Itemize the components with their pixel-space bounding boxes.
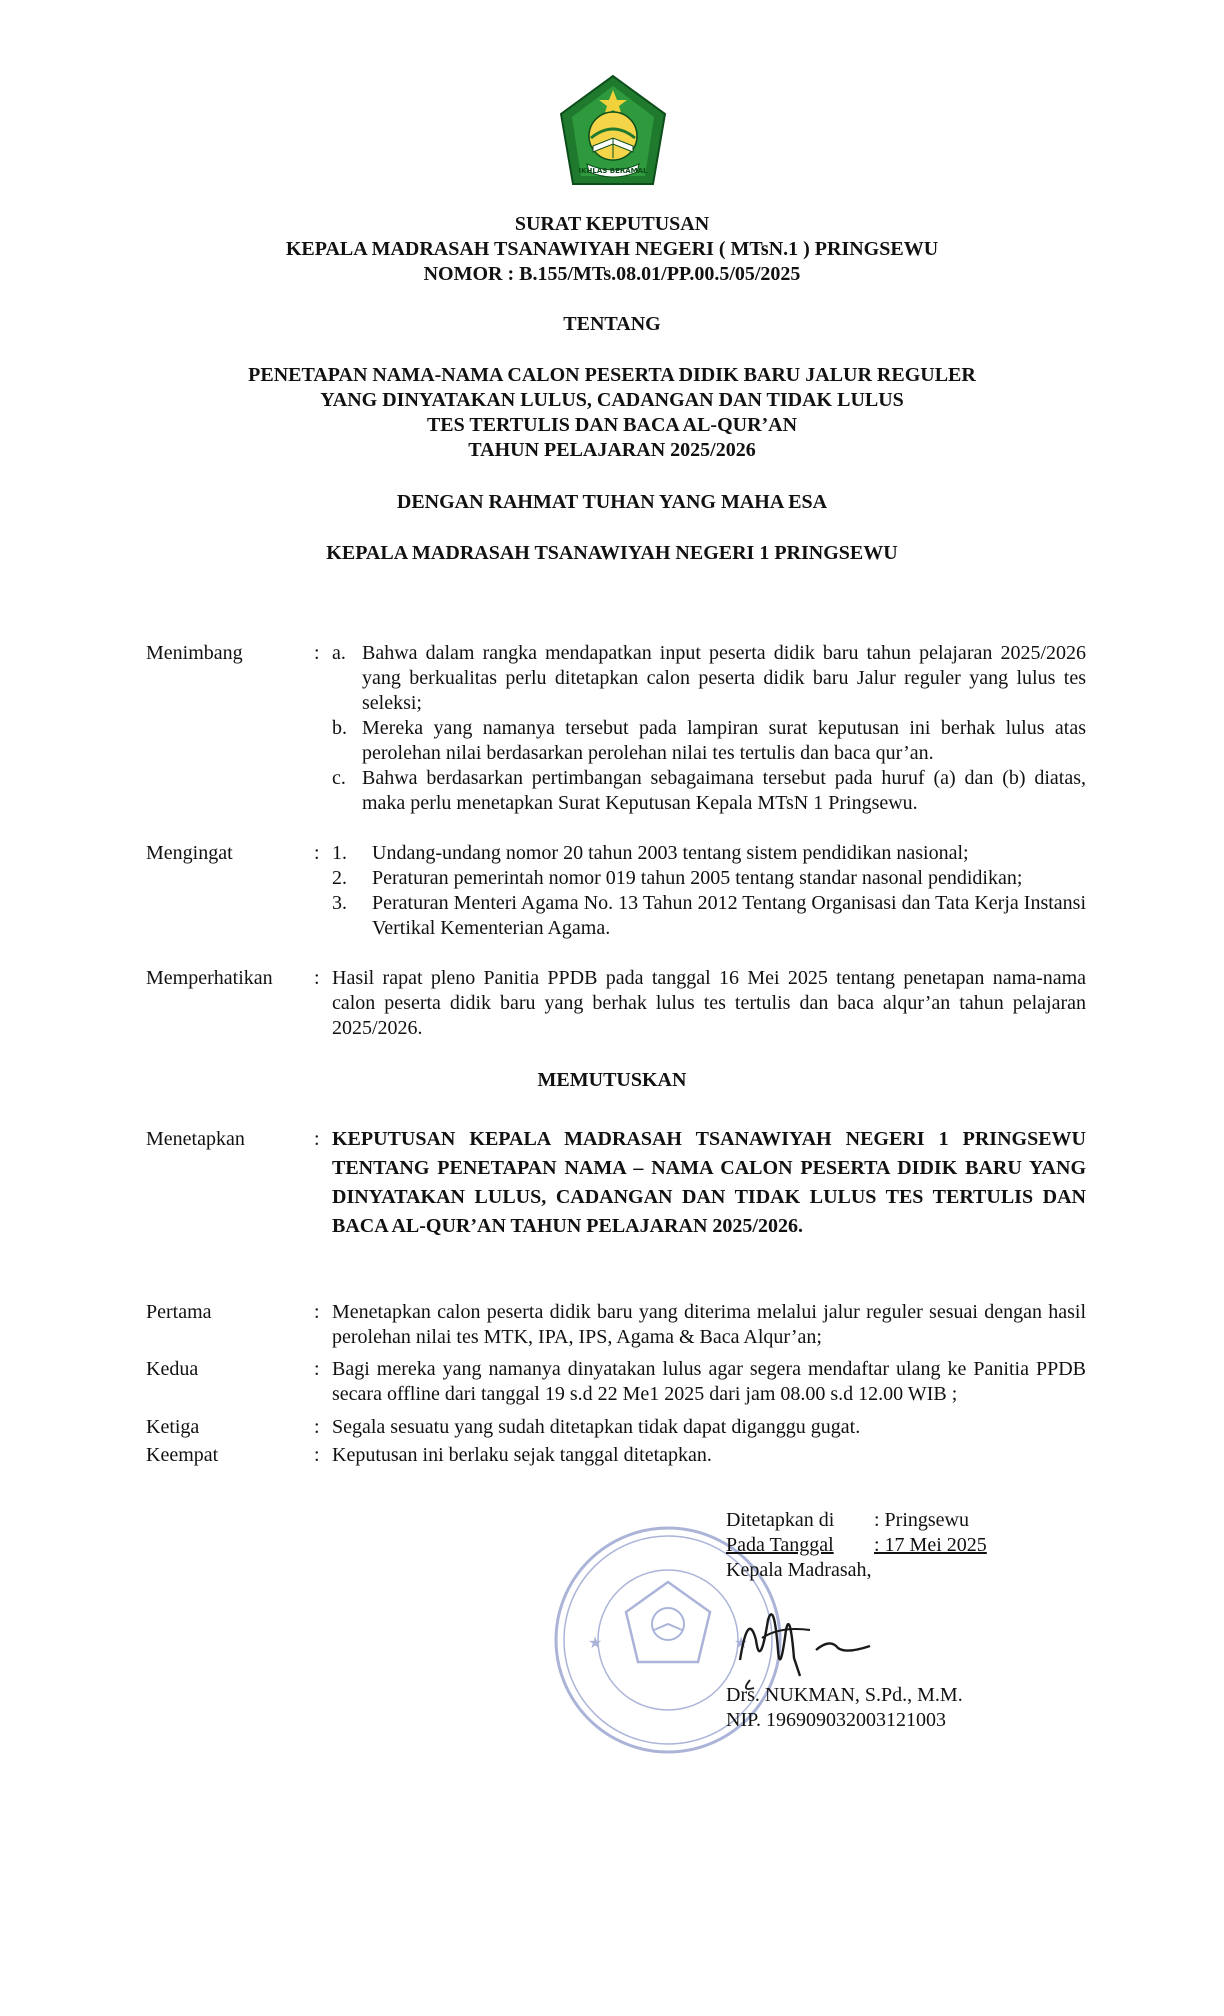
section-mengingat: [146, 841, 1086, 941]
memperhatikan-text: Hasil rapat pleno Panitia PPDB pada tanggal 16 Mei 2025 tentang penetapan nama-nama calon peserta didik baru yang berhak lulus tes tertulis dan baca alqur’an tahun pelajaran 2025/2026.: [332, 967, 1086, 1039]
kedua-colon: :: [314, 1358, 320, 1380]
keempat-text: Keputusan ini berlaku sejak tanggal ditetapkan.: [332, 1444, 712, 1466]
section-menimbang: [146, 641, 1086, 816]
keempat-label: Keempat: [146, 1444, 219, 1466]
header-subject: [0, 363, 1224, 463]
memutuskan-heading: MEMUTUSKAN: [537, 1069, 687, 1091]
sign-place-row: [726, 1508, 987, 1533]
section-menetapkan: [146, 1125, 1086, 1241]
mengingat-label: Mengingat: [146, 842, 233, 864]
pertama-colon: :: [314, 1301, 320, 1323]
header-issuer: KEPALA MADRASAH TSANAWIYAH NEGERI ( MTsN.1 ) PRINGSEWU: [285, 238, 939, 260]
mengingat-colon: :: [314, 842, 320, 864]
mengingat-item-2: 2. Peraturan pemerintah nomor 019 tahun 2005 tentang standar nasonal pendidikan;: [332, 867, 1023, 889]
sign-date-label: Pada Tanggal: [726, 1534, 834, 1556]
menimbang-label: Menimbang: [146, 642, 243, 664]
logo-motto: IKHLAS BERAMAL: [578, 167, 648, 175]
sign-place-value: : Pringsewu: [874, 1509, 969, 1531]
header-tentang: TENTANG: [563, 313, 661, 335]
ketiga-label: Ketiga: [146, 1416, 200, 1438]
sign-date-value: : 17 Mei 2025: [874, 1534, 987, 1556]
mengingat-item-3: 3. Peraturan Menteri Agama No. 13 Tahun 2012 Tentang Organisasi dan Tata Kerja Instansi Vertikal Kementerian Agama.: [332, 892, 1086, 939]
section-pertama: [146, 1300, 1086, 1350]
document-header: [0, 212, 1224, 287]
header-title: SURAT KEPUTUSAN: [514, 213, 710, 235]
menimbang-item-c: c. Bahwa berdasarkan pertimbangan sebagaimana tersebut pada huruf (a) dan (b) diatas, maka perlu menetapkan Surat Keputusan Kepala MTsN 1 Pringsewu.: [332, 767, 1086, 814]
ketiga-text: Segala sesuatu yang sudah ditetapkan tidak dapat diganggu gugat.: [332, 1416, 861, 1438]
svg-text:★: ★: [734, 1633, 749, 1652]
pertama-text: Menetapkan calon peserta didik baru yang diterima melalui jalur reguler sesuai dengan hasil perolehan nilai tes MTK, IPA, IPS, Agama & Baca Alqur’an;: [332, 1301, 1086, 1348]
kemenag-logo-icon: [553, 72, 673, 194]
subject-line-4: TAHUN PELAJARAN 2025/2026: [468, 439, 756, 461]
signer-nip: NIP. 196909032003121003: [726, 1709, 947, 1731]
kedua-label: Kedua: [146, 1358, 199, 1380]
section-keempat: [146, 1443, 1086, 1468]
sign-place-label: Ditetapkan di: [726, 1509, 835, 1531]
kedua-text: Bagi mereka yang namanya dinyatakan lulus agar segera mendaftar ulang ke Panitia PPDB secara offline dari tanggal 19 s.d 22 Me1 2025 dari jam 08.00 s.d 12.00 WIB ;: [332, 1358, 1086, 1405]
mengingat-item-1: 1. Undang-undang nomor 20 tahun 2003 tentang sistem pendidikan nasional;: [332, 842, 969, 864]
signature-block: [726, 1508, 987, 1733]
keempat-colon: :: [314, 1444, 320, 1466]
menimbang-item-b: b. Mereka yang namanya tersebut pada lampiran surat keputusan ini berhak lulus atas perolehan nilai berdasarkan perolehan nilai tes tertulis dan baca qur’an.: [332, 717, 1086, 764]
menimbang-colon: :: [314, 642, 320, 664]
section-memperhatikan: [146, 966, 1086, 1041]
sign-date-row: [726, 1533, 987, 1558]
signer-name: Drs. NUKMAN, S.Pd., M.M.: [726, 1684, 963, 1706]
svg-text:★: ★: [588, 1633, 603, 1652]
subject-line-3: TES TERTULIS DAN BACA AL-QUR’AN: [426, 414, 798, 436]
section-kedua: [146, 1357, 1086, 1407]
ketiga-colon: :: [314, 1416, 320, 1438]
pertama-label: Pertama: [146, 1301, 212, 1323]
memperhatikan-label: Memperhatikan: [146, 967, 273, 989]
menimbang-item-a: a. Bahwa dalam rangka mendapatkan input peserta didik baru tahun pelajaran 2025/2026 yang berkualitas perlu ditetapkan calon peserta didik baru Jalur reguler yang lulus tes seleksi;: [332, 642, 1086, 714]
section-ketiga: [146, 1415, 1086, 1440]
subject-line-2: YANG DINYATAKAN LULUS, CADANGAN DAN TIDAK LULUS: [320, 389, 904, 411]
sign-title: Kepala Madrasah,: [726, 1559, 872, 1581]
menetapkan-label: Menetapkan: [146, 1128, 245, 1150]
subject-line-1: PENETAPAN NAMA-NAMA CALON PESERTA DIDIK BARU JALUR REGULER: [248, 364, 976, 386]
menetapkan-text: KEPUTUSAN KEPALA MADRASAH TSANAWIYAH NEGERI 1 PRINGSEWU TENTANG PENETAPAN NAMA – NAMA CALON PESERTA DIDIK BARU YANG DINYATAKAN LULUS, CADANGAN DAN TIDAK LULUS TES TERTULIS DAN BACA AL-QUR’AN TAHUN PELAJARAN 2025/2026.: [332, 1128, 1086, 1237]
header-rahmat: DENGAN RAHMAT TUHAN YANG MAHA ESA: [396, 491, 828, 513]
memperhatikan-colon: :: [314, 967, 320, 989]
header-kepala: KEPALA MADRASAH TSANAWIYAH NEGERI 1 PRINGSEWU: [326, 542, 898, 564]
header-number: NOMOR : B.155/MTs.08.01/PP.00.5/05/2025: [423, 263, 801, 285]
menetapkan-colon: :: [314, 1128, 320, 1150]
